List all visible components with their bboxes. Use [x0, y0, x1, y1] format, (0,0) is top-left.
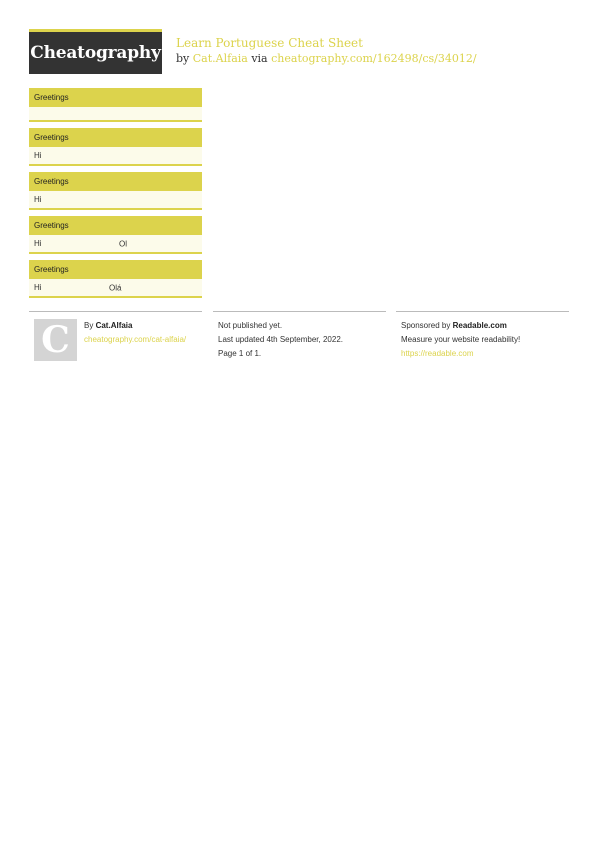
- sponsor-tagline: Measure your website readability!: [401, 335, 521, 344]
- byline: [176, 52, 477, 65]
- section-greetings-1: [29, 88, 202, 122]
- footer-author-line: [84, 321, 132, 330]
- row-col1: Hi: [34, 283, 42, 292]
- avatar-letter: C: [41, 319, 70, 361]
- sections-column: [29, 88, 202, 304]
- sheet-url-link[interactable]: cheatography.com/162498/cs/34012/: [271, 52, 477, 65]
- section-header: Greetings: [29, 260, 202, 279]
- footer-sponsor-column: [396, 311, 569, 372]
- table-row: [29, 235, 202, 254]
- footer-status-column: [213, 311, 386, 372]
- section-header: Greetings: [29, 128, 202, 147]
- section-header: Greetings: [29, 216, 202, 235]
- page-count: Page 1 of 1.: [218, 349, 262, 358]
- row-col1: Hi: [34, 239, 42, 248]
- row-col2: Ol: [119, 239, 127, 248]
- section-greetings-4: [29, 216, 202, 254]
- footer-by-label: By: [84, 321, 94, 330]
- section-header: Greetings: [29, 88, 202, 107]
- row-col2: Olá: [109, 283, 122, 292]
- via-label: via: [251, 52, 268, 65]
- section-greetings-2: [29, 128, 202, 166]
- logo-text: Cheatography: [30, 43, 161, 63]
- table-row: [29, 147, 202, 166]
- row-col1: Hi: [34, 195, 42, 204]
- cheatography-logo[interactable]: [29, 29, 162, 74]
- section-row-empty: [29, 107, 202, 122]
- author-link[interactable]: Cat.Alfaia: [192, 52, 248, 65]
- footer-author-url[interactable]: cheatography.com/cat-alfaia/: [84, 335, 187, 344]
- sponsor-line: [401, 321, 507, 330]
- row-col1: Hi: [34, 151, 42, 160]
- footer-author-column: [29, 311, 202, 372]
- table-row: [29, 191, 202, 210]
- table-row: [29, 279, 202, 298]
- section-greetings-5: [29, 260, 202, 298]
- page-title[interactable]: Learn Portuguese Cheat Sheet: [176, 36, 363, 50]
- avatar[interactable]: [34, 319, 77, 361]
- by-label: by: [176, 52, 190, 65]
- last-updated: Last updated 4th September, 2022.: [218, 335, 343, 344]
- sponsor-url[interactable]: https://readable.com: [401, 349, 474, 358]
- section-greetings-3: [29, 172, 202, 210]
- section-header: Greetings: [29, 172, 202, 191]
- sponsored-by-label: Sponsored by: [401, 321, 451, 330]
- footer-author-name[interactable]: Cat.Alfaia: [95, 321, 133, 330]
- sponsor-name[interactable]: Readable.com: [452, 321, 507, 330]
- publish-status: Not published yet.: [218, 321, 283, 330]
